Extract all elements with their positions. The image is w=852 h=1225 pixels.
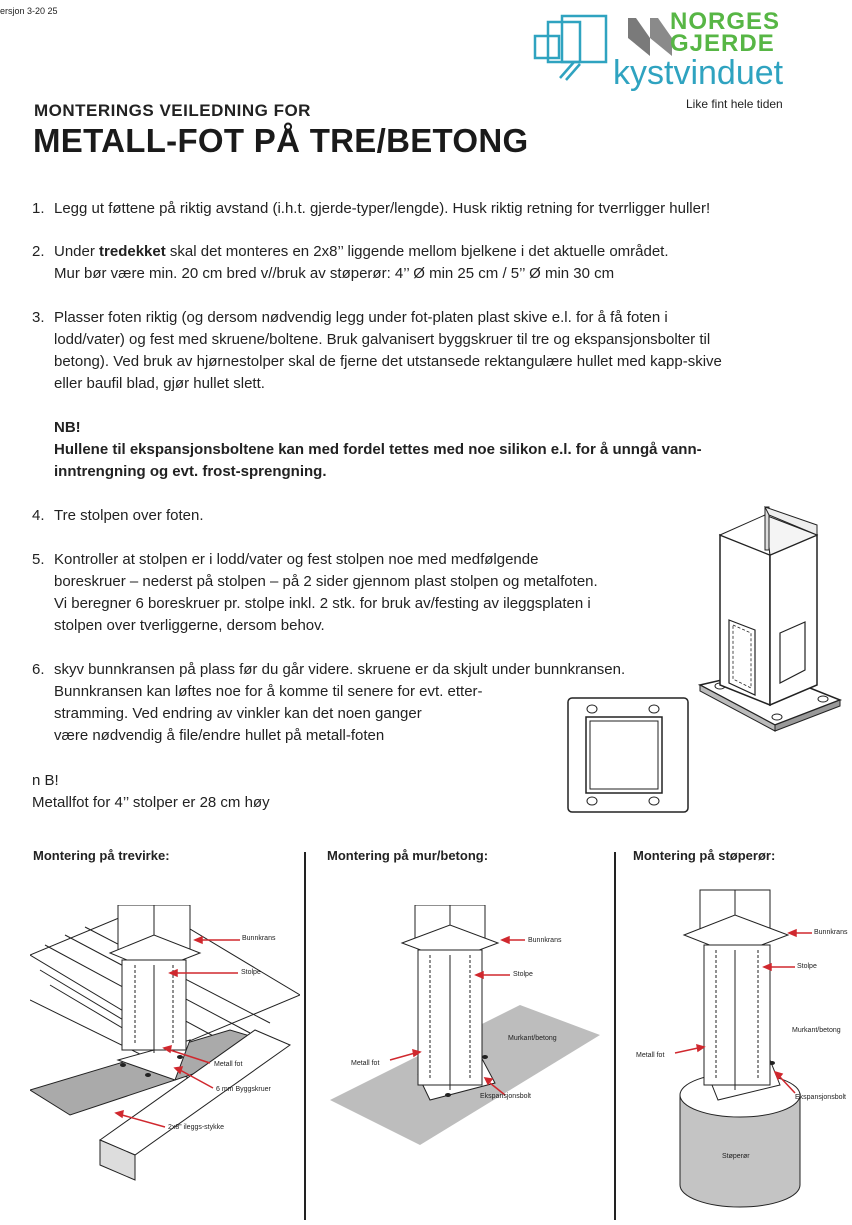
label-metall-fot: Metall fot <box>351 1060 380 1067</box>
step-3 <box>32 307 832 395</box>
step-text: skyv bunnkransen på plass før du går videre. skruene er da skjult under bunnkransen. <box>54 661 626 678</box>
tagline: Like fint hele tiden <box>686 97 783 111</box>
footnote-heading: n B! <box>32 772 59 789</box>
step-text: Plasser foten riktig (og dersom nødvendig legg under fot-platen plast skive e.l. for å få foten i <box>54 309 668 326</box>
section-title-wood: Montering på trevirke: <box>33 848 170 863</box>
step-text: Tre stolpen over foten. <box>54 507 204 524</box>
label-byggskruer: 6 mm Byggskruer <box>216 1086 271 1093</box>
label-metall-fot: Metall fot <box>214 1061 243 1068</box>
step-4 <box>32 505 432 527</box>
diagram-pipe-mounting <box>620 885 850 1215</box>
step-text: stolpen over tverliggerne, dersom behov. <box>54 617 325 634</box>
section-title-pipe: Montering på støperør: <box>633 848 776 863</box>
step-text: Vi beregner 6 boreskruer pr. stolpe inkl. 2 stk. for bruk av/festing av ileggsplaten i <box>54 595 591 612</box>
step-text: være nødvendig å file/endre hullet på metall-foten <box>54 727 385 744</box>
nb-heading: NB! <box>54 419 81 436</box>
section-title-concrete: Montering på mur/betong: <box>327 848 489 863</box>
brand-name: kystvinduet <box>613 54 784 92</box>
page-title: METALL-FOT PÅ TRE/BETONG <box>33 122 529 159</box>
emphasis: tredekket <box>99 243 166 260</box>
step-2 <box>32 241 832 285</box>
diagram-wood-mounting <box>30 905 300 1185</box>
company-logo <box>530 6 830 96</box>
step-1 <box>32 198 832 220</box>
diagram-concrete-mounting <box>330 905 605 1165</box>
label-bunnkrans: Bunnkrans <box>814 929 848 936</box>
step-number: 3. <box>32 309 45 326</box>
section-divider <box>614 852 616 1220</box>
section-divider <box>304 852 306 1220</box>
brand-line-2: GJERDE <box>670 30 775 57</box>
step-number: 2. <box>32 243 45 260</box>
label-bunnkrans: Bunnkrans <box>528 937 562 944</box>
version-label: ersjon 3-20 25 <box>0 6 58 16</box>
label-murkant: Murkant/betong <box>508 1035 557 1042</box>
label-stolpe: Stolpe <box>241 969 261 976</box>
metal-foot-illustration <box>695 505 845 755</box>
footnote-text: Metallfot for 4’’ stolper er 28 cm høy <box>32 794 270 811</box>
step-text: eller baufil blad, gjør hullet slett. <box>54 375 265 392</box>
label-ekspansjonsbolt: Ekspansjonsbolt <box>480 1093 531 1100</box>
step-text: Under tredekket skal det monteres en 2x8’’ liggende mellom bjelkene i det aktuelle området. <box>54 243 669 260</box>
label-ekspansjonsbolt: Ekspansjonsbolt <box>795 1094 846 1101</box>
label-stolpe: Stolpe <box>513 971 533 978</box>
step-number: 4. <box>32 507 45 524</box>
base-plate-illustration <box>567 697 689 813</box>
step-number: 1. <box>32 200 45 217</box>
nb-text: Hullene til ekspansjonsboltene kan med fordel tettes med noe silikon e.l. for å unngå vann- <box>54 441 702 458</box>
page-subtitle: MONTERINGS VEILEDNING FOR <box>34 101 311 120</box>
nb-text: inntrengning og evt. frost-sprengning. <box>54 463 327 480</box>
label-stoperor: Støperør <box>722 1153 750 1160</box>
step-text: boreskruer – nederst på stolpen – på 2 sider gjennom plast stolpen og metalfoten. <box>54 573 598 590</box>
label-murkant: Murkant/betong <box>792 1027 841 1034</box>
step-text: betong). Ved bruk av hjørnestolper skal de fjerne det utstansede rektangulære hullet med kapp-skive <box>54 353 722 370</box>
step-text: Kontroller at stolpen er i lodd/vater og fest stolpen noe med medfølgende <box>54 551 539 568</box>
step-number: 6. <box>32 661 45 678</box>
brand-line-1: NORGES <box>670 8 781 35</box>
step-text: Bunnkransen kan løftes noe for å komme til senere for evt. etter- <box>54 683 483 700</box>
label-bunnkrans: Bunnkrans <box>242 935 276 942</box>
step-5 <box>32 549 712 637</box>
step-text: Mur bør være min. 20 cm bred v//bruk av støperør: 4’’ Ø min 25 cm / 5’’ Ø min 30 cm <box>54 265 615 282</box>
step-text: lodd/vater) og fest med skruene/boltene. Bruk galvanisert byggskruer til tre og ekspansjonsbolter til <box>54 331 711 348</box>
step-text: Legg ut føttene på riktig avstand (i.h.t. gjerde-typer/lengde). Husk riktig retning for tverrligger huller! <box>54 200 711 217</box>
label-ileggs-stykke: 2x8” ileggs-stykke <box>168 1124 225 1131</box>
label-stolpe: Stolpe <box>797 963 817 970</box>
step-text: stramming. Ved endring av vinkler kan det noen ganger <box>54 705 422 722</box>
step-number: 5. <box>32 551 45 568</box>
label-metall-fot: Metall fot <box>636 1052 665 1059</box>
